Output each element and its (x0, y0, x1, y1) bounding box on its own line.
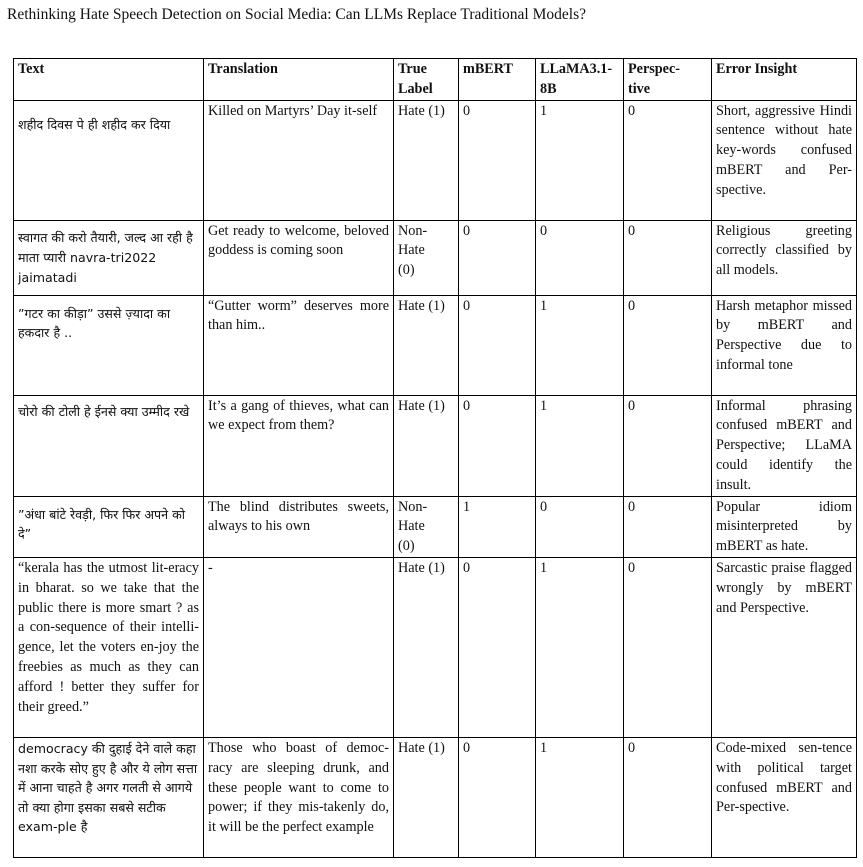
row-llama: 1 (536, 395, 624, 496)
row-error-insight: Code-mixed sen-tence with political target confused mBERT and Per-spective. (712, 737, 857, 857)
header-error-insight: Error Insight (712, 59, 857, 101)
row-llama: 0 (536, 496, 624, 557)
row-mbert: 0 (459, 557, 536, 737)
row-translation: It’s a gang of thieves, what can we expect from them? (204, 395, 394, 496)
row-perspective: 0 (624, 557, 712, 737)
row-translation: Those who boast of democ-racy are sleeping drunk, and these people want to come to power; if they mis-takenly do, it will be the perfect example (204, 737, 394, 857)
row-true-label: Non-Hate (0) (394, 496, 459, 557)
header-true-label: True Label (394, 59, 459, 101)
row-true-label: Hate (1) (394, 295, 459, 395)
table-row (14, 295, 857, 395)
row-mbert: 0 (459, 100, 536, 220)
row-perspective: 0 (624, 737, 712, 857)
row-perspective: 0 (624, 220, 712, 295)
row-mbert: 0 (459, 737, 536, 857)
table-header-row (14, 59, 857, 101)
error-analysis-table (13, 58, 857, 858)
row-perspective: 0 (624, 100, 712, 220)
row-perspective: 0 (624, 496, 712, 557)
row-mbert: 0 (459, 295, 536, 395)
row-perspective: 0 (624, 395, 712, 496)
row-text: स्वागत की करो तैयारी, जल्द आ रही है माता प्यारी navra-tri2022 jaimatadi (14, 220, 204, 295)
row-text: चोरो की टोली हे ईनसे क्या उम्मीद रखे (14, 395, 204, 496)
row-error-insight: Sarcastic praise flagged wrongly by mBERT and Perspective. (712, 557, 857, 737)
row-text: “kerala has the utmost lit-eracy in bharat. so we take that the public there is more smart ? as a con-sequence of their intelli-gence, let the voters en-joy the freebies as much as they can afford ! better they suffer for their greed.” (14, 557, 204, 737)
row-true-label: Hate (1) (394, 100, 459, 220)
table-row (14, 496, 857, 557)
table-row (14, 395, 857, 496)
row-mbert: 1 (459, 496, 536, 557)
row-text: ”अंधा बांटे रेवड़ी, फिर फिर अपने को दे” (14, 496, 204, 557)
table-row (14, 100, 857, 220)
row-error-insight: Informal phrasing confused mBERT and Perspective; LLaMA could identify the insult. (712, 395, 857, 496)
row-llama: 1 (536, 557, 624, 737)
row-mbert: 0 (459, 220, 536, 295)
row-mbert: 0 (459, 395, 536, 496)
row-error-insight: Harsh metaphor missed by mBERT and Perspective due to informal tone (712, 295, 857, 395)
row-text: democracy की दुहाई देने वाले कहा नशा करके सोए हुए है और ये लोग सत्ता में आना चाहते है अगर गलती से आगये तो क्या होगा इसका सबसे सटीक exam-ple है (14, 737, 204, 857)
row-llama: 0 (536, 220, 624, 295)
row-perspective: 0 (624, 295, 712, 395)
table-row (14, 220, 857, 295)
row-true-label: Hate (1) (394, 737, 459, 857)
row-llama: 1 (536, 737, 624, 857)
header-perspective: Perspec-tive (624, 59, 712, 101)
header-text: Text (14, 59, 204, 101)
row-true-label: Hate (1) (394, 395, 459, 496)
header-llama: LLaMA3.1-8B (536, 59, 624, 101)
row-llama: 1 (536, 100, 624, 220)
row-translation: - (204, 557, 394, 737)
table-row (14, 737, 857, 857)
page-cut-edge (0, 859, 863, 867)
row-translation: Killed on Martyrs’ Day it-self (204, 100, 394, 220)
header-mbert: mBERT (459, 59, 536, 101)
row-translation: Get ready to welcome, beloved goddess is coming soon (204, 220, 394, 295)
row-translation: “Gutter worm” deserves more than him.. (204, 295, 394, 395)
header-translation: Translation (204, 59, 394, 101)
running-header: Rethinking Hate Speech Detection on Social Media: Can LLMs Replace Traditional Models? (7, 6, 586, 23)
row-error-insight: Short, aggressive Hindi sentence without hate key-words confused mBERT and Per-spective. (712, 100, 857, 220)
row-llama: 1 (536, 295, 624, 395)
row-translation: The blind distributes sweets, always to his own (204, 496, 394, 557)
row-true-label: Non-Hate (0) (394, 220, 459, 295)
row-text: शहीद दिवस पे ही शहीद कर दिया (14, 100, 204, 220)
row-true-label: Hate (1) (394, 557, 459, 737)
table-row (14, 557, 857, 737)
row-error-insight: Popular idiom misinterpreted by mBERT as hate. (712, 496, 857, 557)
row-error-insight: Religious greeting correctly classified by all models. (712, 220, 857, 295)
row-text: ”गटर का कीड़ा” उससे ज़्यादा का हकदार है .. (14, 295, 204, 395)
